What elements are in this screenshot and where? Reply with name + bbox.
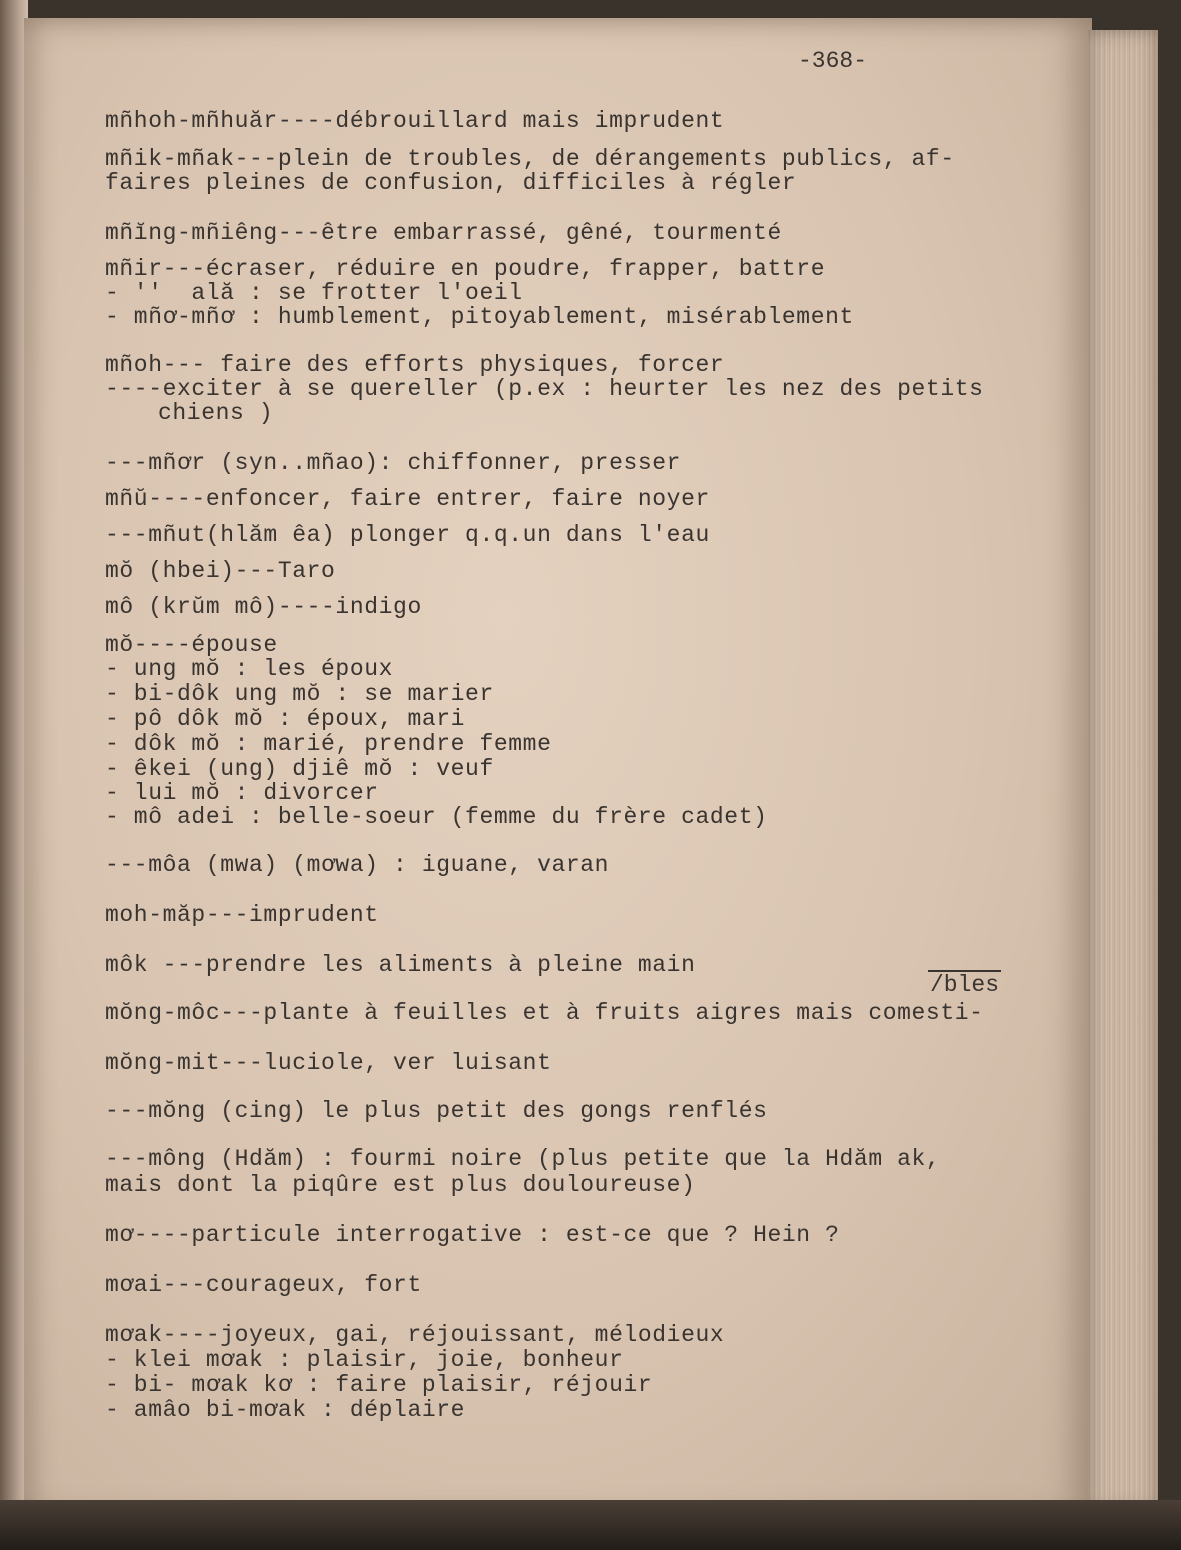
entry-line: mñoh--- faire des efforts physiques, forcer [105, 352, 725, 378]
entry-line: mŏ----épouse [105, 632, 278, 658]
entry-line: - bi- mơak kơ : faire plaisir, réjouir [105, 1372, 653, 1398]
entry-line: mñĭng-mñiêng---être embarrassé, gêné, tourmenté [105, 220, 782, 246]
entry-line: mñik-mñak---plein de troubles, de dérangements publics, af- [105, 146, 955, 172]
entry-line: mô (krŭm mô)----indigo [105, 594, 422, 620]
entry-line: ---mñut(hlăm êa) plonger q.q.un dans l'eau [105, 522, 710, 548]
entry-line: moh-măp---imprudent [105, 902, 379, 928]
margin-note: /bles [930, 972, 1000, 998]
entry-line: mơai---courageux, fort [105, 1272, 422, 1298]
entry-line: mŏng-môc---plante à feuilles et à fruits aigres mais comesti- [105, 1000, 984, 1026]
entry-line: - klei mơak : plaisir, joie, bonheur [105, 1347, 624, 1373]
entry-line: môk ---prendre les aliments à pleine main [105, 952, 696, 978]
bottom-shadow [0, 1500, 1181, 1550]
entry-line: mơ----particule interrogative : est-ce que ? Hein ? [105, 1222, 840, 1248]
entry-line: mñir---écraser, réduire en poudre, frapper, battre [105, 256, 826, 282]
entry-line: - bi-dôk ung mŏ : se marier [105, 681, 494, 707]
entry-line: mơak----joyeux, gai, réjouissant, mélodieux [105, 1322, 725, 1348]
page-stack-edges [1088, 30, 1158, 1510]
entry-line: mñhoh-mñhuăr----débrouillard mais imprudent [105, 108, 725, 134]
entry-line: ----exciter à se quereller (p.ex : heurter les nez des petits [105, 376, 984, 402]
entry-line: mñŭ----enfoncer, faire entrer, faire noyer [105, 486, 710, 512]
entry-line: mŏng-mit---luciole, ver luisant [105, 1050, 552, 1076]
entry-line: - ung mŏ : les époux [105, 656, 394, 682]
entry-line: mŏ (hbei)---Taro [105, 558, 336, 584]
entry-line: ---mñơr (syn..mñao): chiffonner, presser [105, 450, 682, 476]
entry-line: - pô dôk mŏ : époux, mari [105, 706, 466, 732]
entry-line: - dôk mŏ : marié, prendre femme [105, 731, 552, 757]
entry-line: - '' ală : se frotter l'oeil [105, 280, 523, 306]
entry-line: mais dont la piqûre est plus douloureuse) [105, 1172, 696, 1198]
entry-line: ---môa (mwa) (mơwa) : iguane, varan [105, 852, 610, 878]
entry-line: - êkei (ung) djiê mŏ : veuf [105, 756, 494, 782]
entry-line: ---mông (Hdăm) : fourmi noire (plus petite que la Hdăm ak, [105, 1146, 941, 1172]
entry-line: - mô adei : belle-soeur (femme du frère cadet) [105, 804, 768, 830]
entry-line: - amâo bi-mơak : déplaire [105, 1397, 466, 1423]
page-number: -368- [798, 48, 868, 74]
entry-line: - mñơ-mñơ : humblement, pitoyablement, misérablement [105, 304, 854, 330]
entry-line: ---mŏng (cing) le plus petit des gongs renflés [105, 1098, 768, 1124]
entry-line: - lui mŏ : divorcer [105, 780, 379, 806]
entry-line: chiens ) [158, 400, 274, 426]
entry-line: faires pleines de confusion, difficiles à régler [105, 170, 797, 196]
